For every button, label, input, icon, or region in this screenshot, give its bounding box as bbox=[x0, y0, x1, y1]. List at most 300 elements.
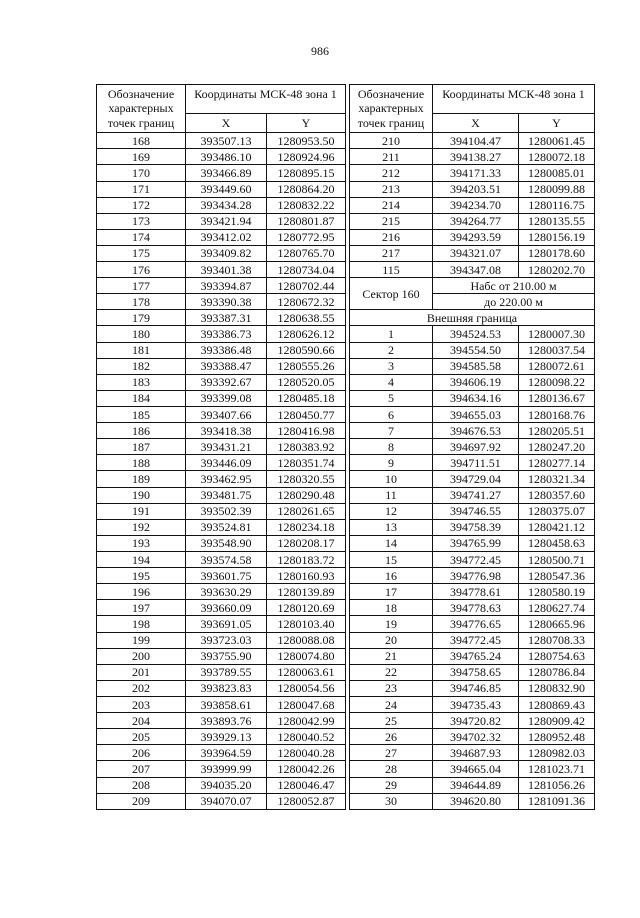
y-cell: 1280136.67 bbox=[519, 390, 595, 406]
y-cell: 1280042.26 bbox=[267, 761, 346, 777]
table-row bbox=[350, 390, 595, 406]
y-cell: 1280103.40 bbox=[267, 616, 346, 632]
x-header: X bbox=[433, 113, 519, 132]
table-row bbox=[350, 632, 595, 648]
table-row bbox=[350, 552, 595, 568]
y-cell: 1280247.20 bbox=[519, 439, 595, 455]
point-id-cell: 196 bbox=[97, 584, 186, 600]
table-row bbox=[350, 407, 595, 423]
x-cell: 394554.50 bbox=[433, 342, 519, 358]
designation-header: Обозначение характерных точек границ bbox=[350, 85, 433, 133]
x-cell: 394776.65 bbox=[433, 616, 519, 632]
y-cell: 1280205.51 bbox=[519, 423, 595, 439]
x-cell: 393964.59 bbox=[186, 745, 267, 761]
y-cell: 1280208.17 bbox=[267, 535, 346, 551]
point-id-cell: 169 bbox=[97, 149, 186, 165]
table-row bbox=[97, 245, 346, 261]
x-cell: 393446.09 bbox=[186, 455, 267, 471]
x-cell: 394746.55 bbox=[433, 503, 519, 519]
y-cell: 1280040.28 bbox=[267, 745, 346, 761]
table-row bbox=[350, 487, 595, 503]
table-row bbox=[350, 584, 595, 600]
sector-section bbox=[350, 278, 595, 326]
point-id-cell: 181 bbox=[97, 342, 186, 358]
point-id-cell: 205 bbox=[97, 729, 186, 745]
x-cell: 393524.81 bbox=[186, 519, 267, 535]
table-row bbox=[97, 278, 346, 294]
point-id-cell: 173 bbox=[97, 213, 186, 229]
y-cell: 1280580.19 bbox=[519, 584, 595, 600]
x-cell: 393434.28 bbox=[186, 197, 267, 213]
point-id-cell: 3 bbox=[350, 358, 433, 374]
y-cell: 1280037.54 bbox=[519, 342, 595, 358]
table-row bbox=[97, 294, 346, 310]
y-cell: 1280061.45 bbox=[519, 133, 595, 149]
table-row bbox=[97, 358, 346, 374]
designation-header: Обозначение характерных точек границ bbox=[97, 85, 186, 133]
x-cell: 393387.31 bbox=[186, 310, 267, 326]
table-row bbox=[350, 777, 595, 793]
point-id-cell: 184 bbox=[97, 390, 186, 406]
y-cell: 1280042.99 bbox=[267, 713, 346, 729]
x-cell: 393823.83 bbox=[186, 680, 267, 696]
x-cell: 394776.98 bbox=[433, 568, 519, 584]
x-cell: 393401.38 bbox=[186, 262, 267, 278]
x-cell: 393386.73 bbox=[186, 326, 267, 342]
table-row bbox=[350, 342, 595, 358]
y-cell: 1280357.60 bbox=[519, 487, 595, 503]
x-cell: 393507.13 bbox=[186, 133, 267, 149]
table-row bbox=[350, 535, 595, 551]
point-id-cell: 188 bbox=[97, 455, 186, 471]
point-id-cell: 212 bbox=[350, 165, 433, 181]
point-id-cell: 23 bbox=[350, 680, 433, 696]
x-cell: 394293.59 bbox=[433, 229, 519, 245]
x-cell: 393412.02 bbox=[186, 229, 267, 245]
y-cell: 1280765.70 bbox=[267, 245, 346, 261]
point-id-cell: 21 bbox=[350, 648, 433, 664]
y-cell: 1280450.77 bbox=[267, 407, 346, 423]
x-cell: 394735.43 bbox=[433, 697, 519, 713]
point-id-cell: 24 bbox=[350, 697, 433, 713]
table-row bbox=[97, 777, 346, 793]
y-cell: 1280099.88 bbox=[519, 181, 595, 197]
point-id-cell: 209 bbox=[97, 793, 186, 809]
table-row bbox=[97, 648, 346, 664]
point-id-cell: 208 bbox=[97, 777, 186, 793]
table-row bbox=[97, 616, 346, 632]
y-cell: 1280007.30 bbox=[519, 326, 595, 342]
y-cell: 1280520.05 bbox=[267, 374, 346, 390]
table-row bbox=[350, 423, 595, 439]
table-row bbox=[350, 713, 595, 729]
y-cell: 1281091.36 bbox=[519, 793, 595, 809]
table-row bbox=[350, 600, 595, 616]
point-id-cell: 210 bbox=[350, 133, 433, 149]
point-id-cell: 6 bbox=[350, 407, 433, 423]
point-id-cell: 12 bbox=[350, 503, 433, 519]
x-cell: 394778.61 bbox=[433, 584, 519, 600]
point-id-cell: 26 bbox=[350, 729, 433, 745]
point-id-cell: 171 bbox=[97, 181, 186, 197]
table-row bbox=[350, 133, 595, 149]
point-id-cell: 14 bbox=[350, 535, 433, 551]
point-id-cell: 203 bbox=[97, 697, 186, 713]
point-id-cell: 195 bbox=[97, 568, 186, 584]
table-row bbox=[97, 729, 346, 745]
sector-range-to: до 220.00 м bbox=[433, 294, 595, 310]
table-row bbox=[350, 761, 595, 777]
y-cell: 1280054.56 bbox=[267, 680, 346, 696]
table-row bbox=[97, 439, 346, 455]
y-cell: 1280672.32 bbox=[267, 294, 346, 310]
point-id-cell: 1 bbox=[350, 326, 433, 342]
point-id-cell: 29 bbox=[350, 777, 433, 793]
x-cell: 394104.47 bbox=[433, 133, 519, 149]
x-cell: 394758.65 bbox=[433, 664, 519, 680]
y-cell: 1280085.01 bbox=[519, 165, 595, 181]
point-id-cell: 168 bbox=[97, 133, 186, 149]
x-cell: 393399.08 bbox=[186, 390, 267, 406]
point-id-cell: 186 bbox=[97, 423, 186, 439]
y-cell: 1280088.08 bbox=[267, 632, 346, 648]
x-cell: 393390.38 bbox=[186, 294, 267, 310]
y-cell: 1280183.72 bbox=[267, 552, 346, 568]
y-cell: 1280139.89 bbox=[267, 584, 346, 600]
coords-header: Координаты МСК-48 зона 1 bbox=[433, 85, 595, 114]
point-id-cell: 5 bbox=[350, 390, 433, 406]
table-row bbox=[350, 326, 595, 342]
point-id-cell: 197 bbox=[97, 600, 186, 616]
y-cell: 1280590.66 bbox=[267, 342, 346, 358]
x-cell: 393502.39 bbox=[186, 503, 267, 519]
y-header: Y bbox=[267, 113, 346, 132]
point-id-cell: 9 bbox=[350, 455, 433, 471]
y-cell: 1280895.15 bbox=[267, 165, 346, 181]
y-cell: 1280277.14 bbox=[519, 455, 595, 471]
table-row bbox=[97, 229, 346, 245]
table-row bbox=[97, 697, 346, 713]
y-cell: 1280261.65 bbox=[267, 503, 346, 519]
point-id-cell: 179 bbox=[97, 310, 186, 326]
y-cell: 1280485.18 bbox=[267, 390, 346, 406]
table-row bbox=[350, 149, 595, 165]
point-id-cell: 191 bbox=[97, 503, 186, 519]
point-id-cell: 214 bbox=[350, 197, 433, 213]
table-row bbox=[97, 664, 346, 680]
table-row bbox=[97, 390, 346, 406]
point-id-cell: 176 bbox=[97, 262, 186, 278]
point-id-cell: 30 bbox=[350, 793, 433, 809]
x-cell: 394347.08 bbox=[433, 262, 519, 278]
x-cell: 393407.66 bbox=[186, 407, 267, 423]
table-row bbox=[350, 648, 595, 664]
point-id-cell: 175 bbox=[97, 245, 186, 261]
x-cell: 393630.29 bbox=[186, 584, 267, 600]
table-row bbox=[350, 745, 595, 761]
x-cell: 394702.32 bbox=[433, 729, 519, 745]
y-cell: 1280734.04 bbox=[267, 262, 346, 278]
table-row bbox=[97, 487, 346, 503]
table-row bbox=[97, 165, 346, 181]
table-row bbox=[97, 197, 346, 213]
y-cell: 1280383.92 bbox=[267, 439, 346, 455]
x-cell: 393723.03 bbox=[186, 632, 267, 648]
x-cell: 394746.85 bbox=[433, 680, 519, 696]
x-cell: 394729.04 bbox=[433, 471, 519, 487]
point-id-cell: 200 bbox=[97, 648, 186, 664]
x-cell: 393660.09 bbox=[186, 600, 267, 616]
x-cell: 394620.80 bbox=[433, 793, 519, 809]
x-cell: 394321.07 bbox=[433, 245, 519, 261]
point-id-cell: 2 bbox=[350, 342, 433, 358]
sector-range-from: Набс от 210.00 м bbox=[433, 278, 595, 294]
table-row bbox=[350, 229, 595, 245]
point-id-cell: 178 bbox=[97, 294, 186, 310]
point-id-cell: 27 bbox=[350, 745, 433, 761]
x-cell: 393486.10 bbox=[186, 149, 267, 165]
table-row bbox=[350, 455, 595, 471]
y-cell: 1280046.47 bbox=[267, 777, 346, 793]
y-cell: 1280638.55 bbox=[267, 310, 346, 326]
y-cell: 1280290.48 bbox=[267, 487, 346, 503]
y-cell: 1280168.76 bbox=[519, 407, 595, 423]
x-cell: 394772.45 bbox=[433, 632, 519, 648]
table-row bbox=[350, 793, 595, 809]
point-id-cell: 185 bbox=[97, 407, 186, 423]
point-id-cell: 207 bbox=[97, 761, 186, 777]
x-cell: 393462.95 bbox=[186, 471, 267, 487]
point-id-cell: 183 bbox=[97, 374, 186, 390]
x-cell: 393999.99 bbox=[186, 761, 267, 777]
x-cell: 394778.63 bbox=[433, 600, 519, 616]
y-cell: 1280547.36 bbox=[519, 568, 595, 584]
y-cell: 1280832.90 bbox=[519, 680, 595, 696]
y-header: Y bbox=[519, 113, 595, 132]
table-row bbox=[97, 519, 346, 535]
y-cell: 1280320.55 bbox=[267, 471, 346, 487]
x-cell: 394264.77 bbox=[433, 213, 519, 229]
y-cell: 1280421.12 bbox=[519, 519, 595, 535]
x-cell: 393392.67 bbox=[186, 374, 267, 390]
x-cell: 394676.53 bbox=[433, 423, 519, 439]
x-cell: 393601.75 bbox=[186, 568, 267, 584]
coordinates-table-left bbox=[96, 84, 346, 810]
point-id-cell: 189 bbox=[97, 471, 186, 487]
x-cell: 394772.45 bbox=[433, 552, 519, 568]
x-cell: 394138.27 bbox=[433, 149, 519, 165]
table-row bbox=[350, 213, 595, 229]
point-id-cell: 201 bbox=[97, 664, 186, 680]
point-id-cell: 170 bbox=[97, 165, 186, 181]
y-cell: 1280156.19 bbox=[519, 229, 595, 245]
x-cell: 393481.75 bbox=[186, 487, 267, 503]
table-row bbox=[350, 197, 595, 213]
table-row bbox=[97, 374, 346, 390]
x-cell: 393466.89 bbox=[186, 165, 267, 181]
point-id-cell: 187 bbox=[97, 439, 186, 455]
point-id-cell: 211 bbox=[350, 149, 433, 165]
point-id-cell: 182 bbox=[97, 358, 186, 374]
y-cell: 1280098.22 bbox=[519, 374, 595, 390]
point-id-cell: 19 bbox=[350, 616, 433, 632]
x-cell: 394765.24 bbox=[433, 648, 519, 664]
y-cell: 1280072.61 bbox=[519, 358, 595, 374]
y-cell: 1280786.84 bbox=[519, 664, 595, 680]
x-cell: 393388.47 bbox=[186, 358, 267, 374]
y-cell: 1280458.63 bbox=[519, 535, 595, 551]
x-cell: 393548.90 bbox=[186, 535, 267, 551]
point-id-cell: 10 bbox=[350, 471, 433, 487]
y-cell: 1280234.18 bbox=[267, 519, 346, 535]
x-cell: 394524.53 bbox=[433, 326, 519, 342]
y-cell: 1280500.71 bbox=[519, 552, 595, 568]
x-cell: 393449.60 bbox=[186, 181, 267, 197]
table-row bbox=[350, 374, 595, 390]
right-table-body-bottom bbox=[350, 326, 595, 809]
x-cell: 394585.58 bbox=[433, 358, 519, 374]
x-cell: 393394.87 bbox=[186, 278, 267, 294]
y-cell: 1280120.69 bbox=[267, 600, 346, 616]
table-row bbox=[97, 310, 346, 326]
y-cell: 1280801.87 bbox=[267, 213, 346, 229]
table-row bbox=[97, 503, 346, 519]
y-cell: 1280555.26 bbox=[267, 358, 346, 374]
x-cell: 394606.19 bbox=[433, 374, 519, 390]
y-cell: 1280909.42 bbox=[519, 713, 595, 729]
x-cell: 393421.94 bbox=[186, 213, 267, 229]
point-id-cell: 25 bbox=[350, 713, 433, 729]
page-number: 986 bbox=[311, 44, 329, 58]
x-header: X bbox=[186, 113, 267, 132]
table-row bbox=[97, 407, 346, 423]
table-row bbox=[350, 697, 595, 713]
y-cell: 1280953.50 bbox=[267, 133, 346, 149]
x-cell: 394665.04 bbox=[433, 761, 519, 777]
point-id-cell: 216 bbox=[350, 229, 433, 245]
point-id-cell: 192 bbox=[97, 519, 186, 535]
x-cell: 394171.33 bbox=[433, 165, 519, 181]
point-id-cell: 213 bbox=[350, 181, 433, 197]
y-cell: 1280982.03 bbox=[519, 745, 595, 761]
x-cell: 393755.90 bbox=[186, 648, 267, 664]
point-id-cell: 198 bbox=[97, 616, 186, 632]
table-row bbox=[350, 245, 595, 261]
x-cell: 393893.76 bbox=[186, 713, 267, 729]
x-cell: 394711.51 bbox=[433, 455, 519, 471]
point-id-cell: 172 bbox=[97, 197, 186, 213]
x-cell: 394655.03 bbox=[433, 407, 519, 423]
y-cell: 1280074.80 bbox=[267, 648, 346, 664]
point-id-cell: 28 bbox=[350, 761, 433, 777]
sector-label: Сектор 160 bbox=[350, 278, 433, 310]
point-id-cell: 4 bbox=[350, 374, 433, 390]
table-row bbox=[97, 471, 346, 487]
table-row bbox=[97, 600, 346, 616]
y-cell: 1280160.93 bbox=[267, 568, 346, 584]
table-row bbox=[350, 165, 595, 181]
sector-row bbox=[350, 278, 595, 294]
table-row bbox=[350, 358, 595, 374]
point-id-cell: 16 bbox=[350, 568, 433, 584]
point-id-cell: 202 bbox=[97, 680, 186, 696]
table-row bbox=[350, 519, 595, 535]
y-cell: 1280832.22 bbox=[267, 197, 346, 213]
table-row bbox=[97, 680, 346, 696]
table-row bbox=[97, 745, 346, 761]
x-cell: 394035.20 bbox=[186, 777, 267, 793]
table-row bbox=[97, 568, 346, 584]
y-cell: 1280924.96 bbox=[267, 149, 346, 165]
x-cell: 394070.07 bbox=[186, 793, 267, 809]
x-cell: 393929.13 bbox=[186, 729, 267, 745]
point-id-cell: 215 bbox=[350, 213, 433, 229]
coordinates-table-right bbox=[349, 84, 595, 810]
y-cell: 1280351.74 bbox=[267, 455, 346, 471]
y-cell: 1280754.63 bbox=[519, 648, 595, 664]
x-cell: 394203.51 bbox=[433, 181, 519, 197]
point-id-cell: 7 bbox=[350, 423, 433, 439]
point-id-cell: 206 bbox=[97, 745, 186, 761]
y-cell: 1281056.26 bbox=[519, 777, 595, 793]
table-row bbox=[97, 713, 346, 729]
point-id-cell: 8 bbox=[350, 439, 433, 455]
y-cell: 1280135.55 bbox=[519, 213, 595, 229]
point-id-cell: 177 bbox=[97, 278, 186, 294]
table-row bbox=[350, 664, 595, 680]
point-id-cell: 15 bbox=[350, 552, 433, 568]
y-cell: 1280952.48 bbox=[519, 729, 595, 745]
table-row bbox=[97, 213, 346, 229]
y-cell: 1280627.74 bbox=[519, 600, 595, 616]
x-cell: 394634.16 bbox=[433, 390, 519, 406]
x-cell: 394644.89 bbox=[433, 777, 519, 793]
table-row bbox=[97, 423, 346, 439]
x-cell: 394765.99 bbox=[433, 535, 519, 551]
y-cell: 1280864.20 bbox=[267, 181, 346, 197]
point-id-cell: 217 bbox=[350, 245, 433, 261]
x-cell: 394720.82 bbox=[433, 713, 519, 729]
table-row bbox=[97, 133, 346, 149]
x-cell: 393386.48 bbox=[186, 342, 267, 358]
y-cell: 1280202.70 bbox=[519, 262, 595, 278]
table-row bbox=[350, 616, 595, 632]
outer-boundary-row bbox=[350, 310, 595, 326]
point-id-cell: 194 bbox=[97, 552, 186, 568]
header-row bbox=[97, 85, 346, 114]
y-cell: 1280178.60 bbox=[519, 245, 595, 261]
y-cell: 1280116.75 bbox=[519, 197, 595, 213]
y-cell: 1280052.87 bbox=[267, 793, 346, 809]
y-cell: 1280626.12 bbox=[267, 326, 346, 342]
y-cell: 1280416.98 bbox=[267, 423, 346, 439]
table-row bbox=[97, 535, 346, 551]
point-id-cell: 11 bbox=[350, 487, 433, 503]
point-id-cell: 20 bbox=[350, 632, 433, 648]
x-cell: 394687.93 bbox=[433, 745, 519, 761]
point-id-cell: 199 bbox=[97, 632, 186, 648]
outer-boundary-label: Внешняя граница bbox=[350, 310, 595, 326]
table-row bbox=[97, 181, 346, 197]
table-row bbox=[97, 149, 346, 165]
x-cell: 393409.82 bbox=[186, 245, 267, 261]
y-cell: 1280063.61 bbox=[267, 664, 346, 680]
table-row bbox=[97, 552, 346, 568]
point-id-cell: 190 bbox=[97, 487, 186, 503]
x-cell: 393858.61 bbox=[186, 697, 267, 713]
point-id-cell: 13 bbox=[350, 519, 433, 535]
x-cell: 394741.27 bbox=[433, 487, 519, 503]
